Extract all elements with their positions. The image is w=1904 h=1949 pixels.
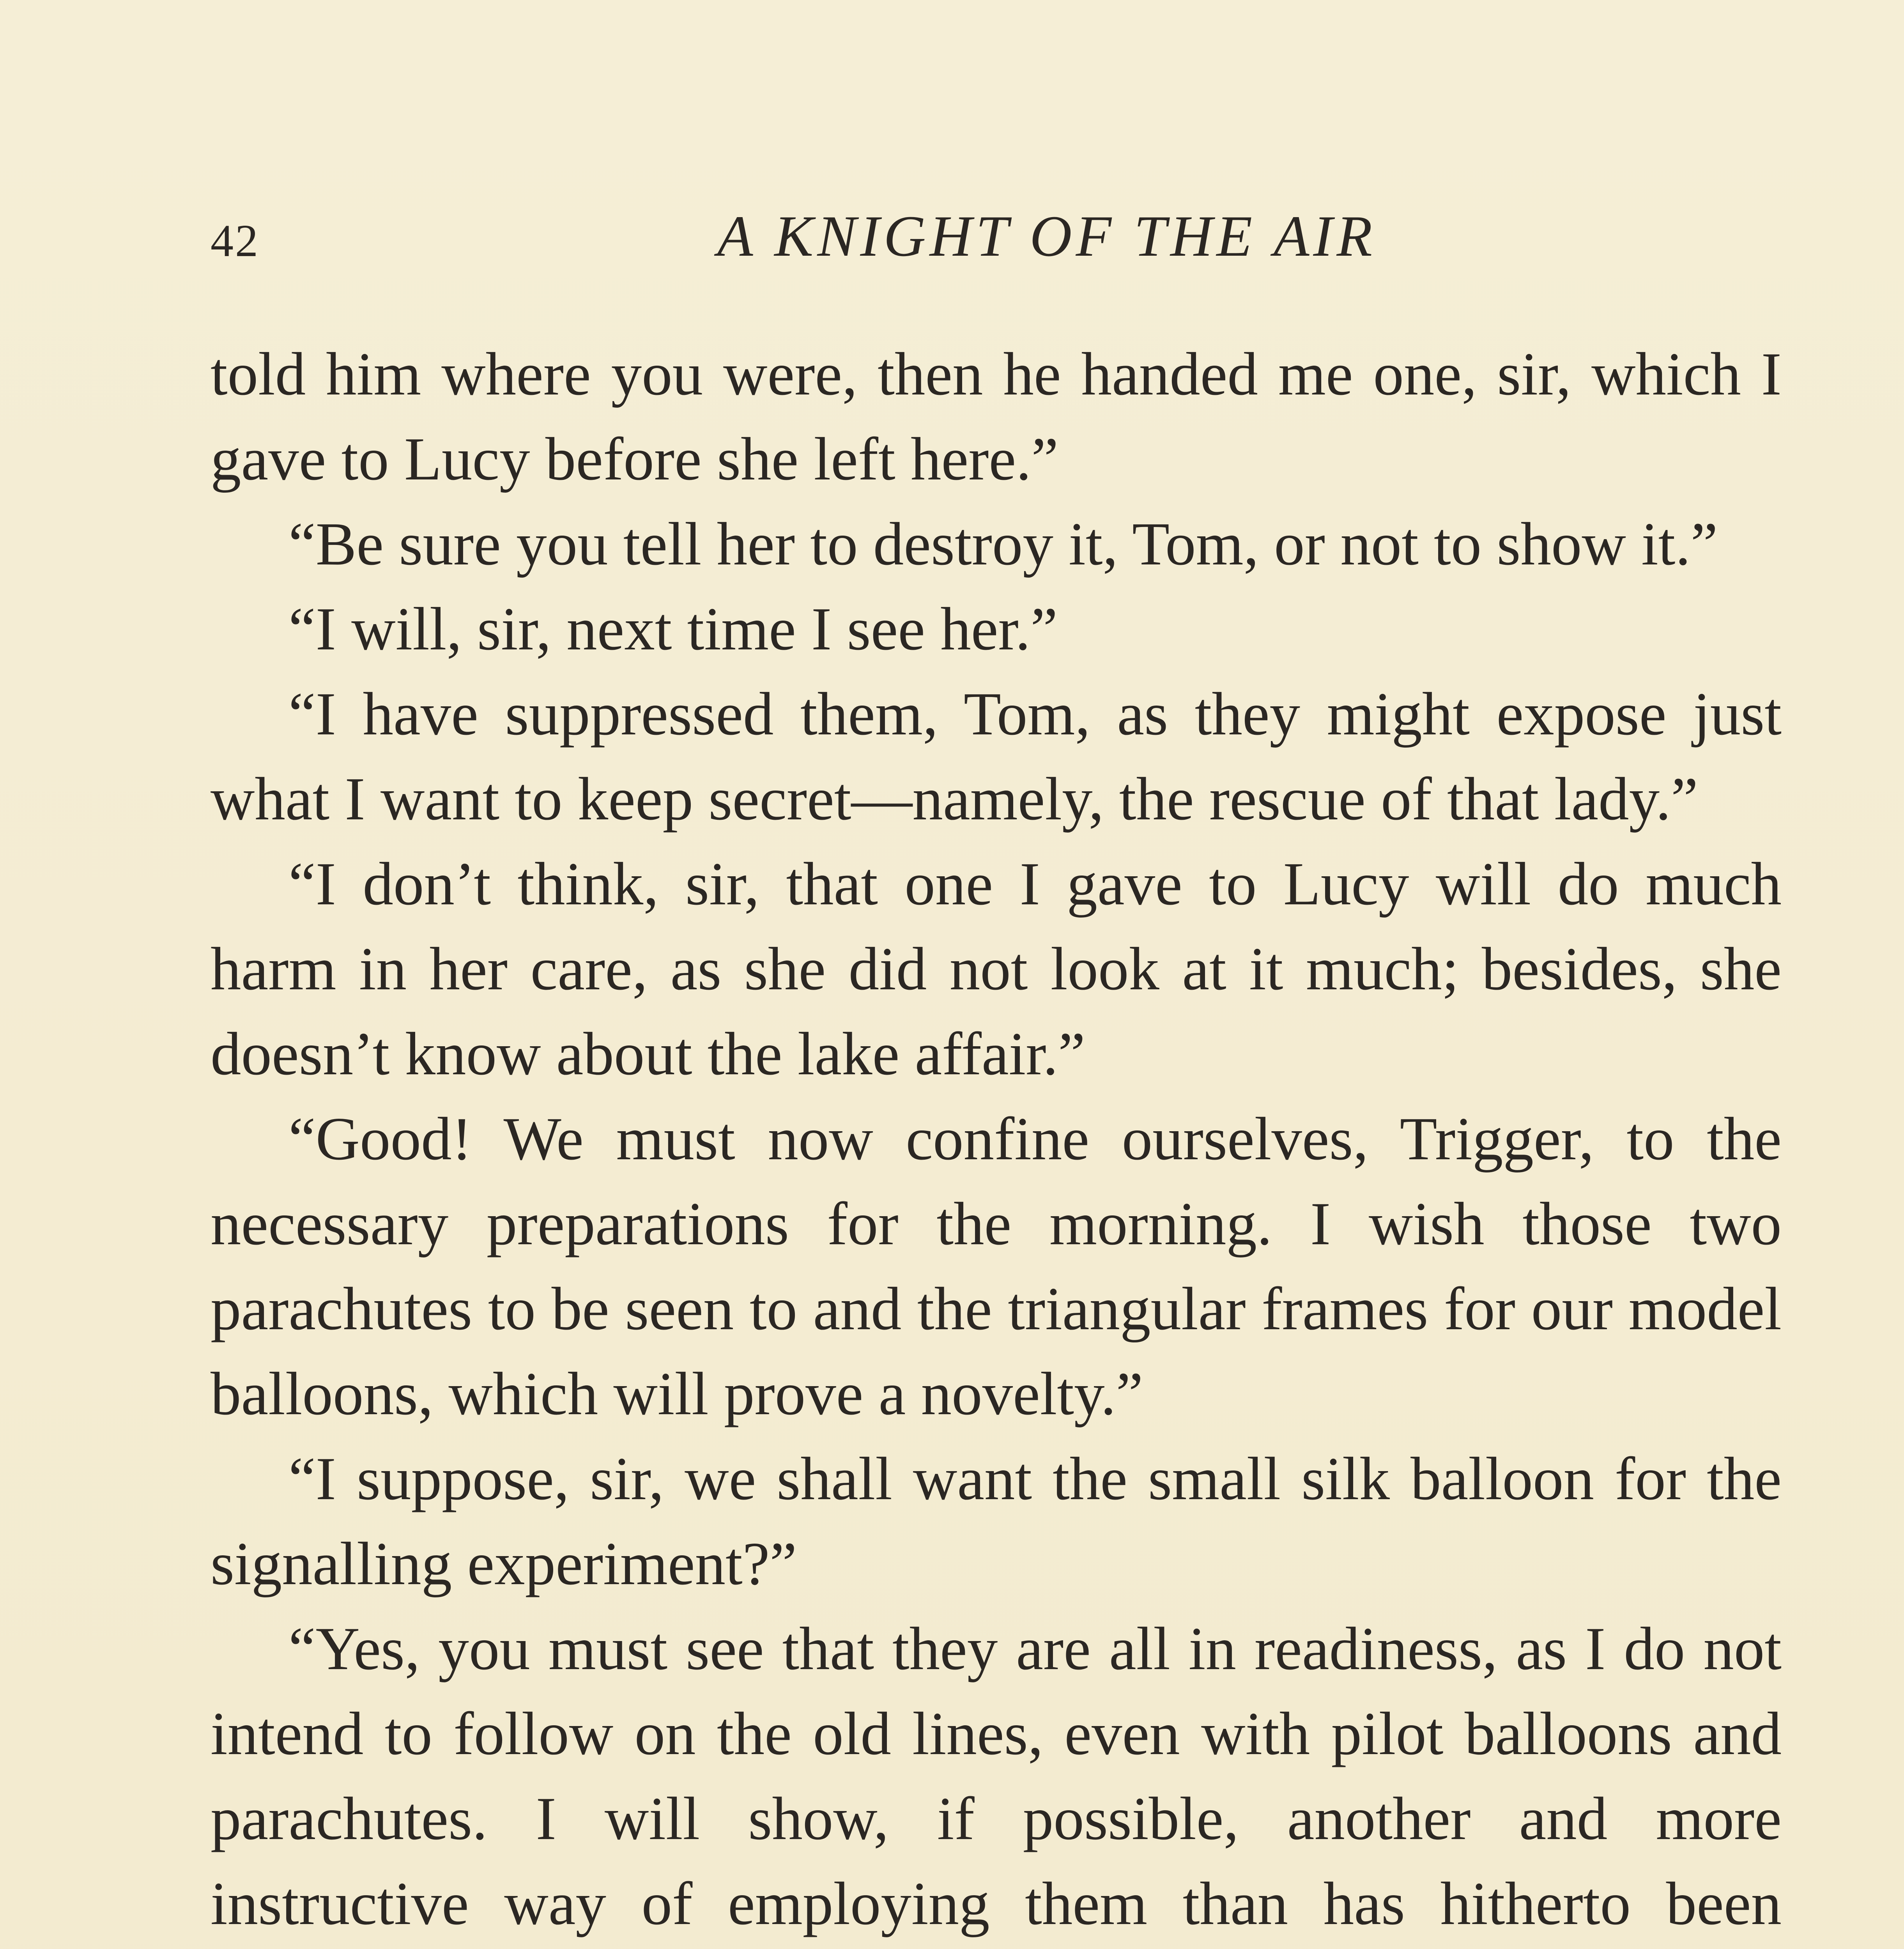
- paragraph: “I have suppressed them, Tom, as they might expose just what I want to keep secret—namely, the rescue of that lady.”: [211, 680, 1782, 833]
- paragraph: “I don’t think, sir, that one I gave to Lucy will do much harm in her care, as she did not look at it much; besides, she doesn’t know about the lake affair.”: [211, 850, 1782, 1088]
- paragraph: “Good! We must now confine ourselves, Trigger, to the necessary preparations for the morning. I wish those two parachutes to be seen to and the triangular frames for our model balloons, which will prove a novelty.”: [211, 1105, 1782, 1427]
- running-title: A KNIGHT OF THE AIR: [717, 204, 1377, 269]
- paragraph: “I suppose, sir, we shall want the small silk balloon for the signalling experiment?”: [211, 1445, 1782, 1597]
- running-head: [211, 203, 1782, 281]
- paragraph-continued: told him where you were, then he handed me one, sir, which I gave to Lucy before she left here.”: [211, 340, 1782, 493]
- paragraph-final: [211, 1606, 1782, 1949]
- paragraph-text-part: “Yes, you must see that they are all in readiness, as I do not intend to follow on the old lines, even with pilot balloons and parachutes. I will show, if possible, another and more instructive way of employing them than has hitherto been: [211, 1615, 1782, 1937]
- page-number: 42: [211, 215, 260, 266]
- body-text: [211, 331, 1782, 1949]
- paragraph: “I will, sir, next time I see her.”: [288, 595, 1058, 663]
- paragraph: “Be sure you tell her to destroy it, Tom, or not to show it.”: [288, 510, 1718, 578]
